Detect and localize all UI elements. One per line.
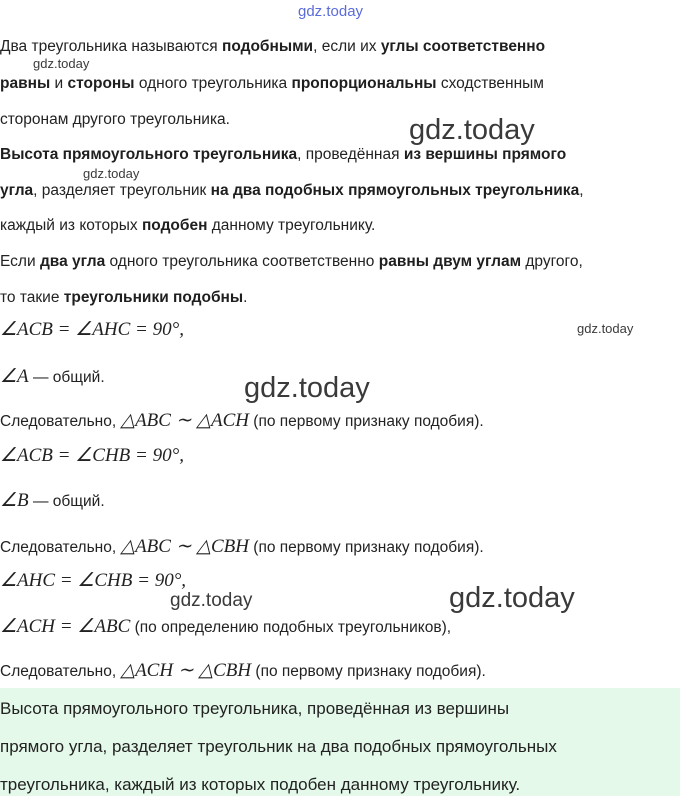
theory-line-1: Два треугольника называются подобными, если их углы соответственно xyxy=(0,38,546,55)
answer-line-3: треугольника, каждый из которых подобен данному треугольнику. xyxy=(0,775,521,794)
math-formula: ∠AHC = ∠CHB = 90°, xyxy=(0,570,187,591)
solution-line-7 xyxy=(0,571,186,592)
math-formula: ∠ACB = ∠AHC = 90°, xyxy=(0,319,184,340)
solution-line-5: ∠B — общий. xyxy=(0,490,105,511)
solution-line-6: Следовательно, △ABC ∼ △CBH (по первому признаку подобия). xyxy=(0,536,484,557)
math-formula: △ABC ∼ △ACH xyxy=(120,410,249,431)
solution-line-2: ∠A — общий. xyxy=(0,366,105,387)
theory-line-7: Если два угла одного треугольника соответственно равны двум углам другого, xyxy=(0,253,583,270)
theory-line-4: Высота прямоугольного треугольника, проведённая из вершины прямого xyxy=(0,146,567,163)
watermark: gdz.today xyxy=(83,166,140,181)
theory-line-5: угла, разделяет треугольник на два подобных прямоугольных треугольника, xyxy=(0,182,584,199)
math-formula: ∠A xyxy=(0,366,29,387)
theory-line-3: сторонам другого треугольника. xyxy=(0,111,230,128)
math-formula: △ACH ∼ △CBH xyxy=(120,660,252,681)
watermark-top: gdz.today xyxy=(298,3,364,20)
solution-line-3: Следовательно, △ABC ∼ △ACH (по первому признаку подобия). xyxy=(0,410,484,431)
solution-line-9: Следовательно, △ACH ∼ △CBH (по первому признаку подобия). xyxy=(0,660,486,681)
theory-line-6: каждый из которых подобен данному треугольнику. xyxy=(0,217,376,234)
theory-line-8: то такие треугольники подобны. xyxy=(0,289,248,306)
watermark: gdz.today xyxy=(409,114,535,146)
math-formula: ∠ACH = ∠ABC xyxy=(0,616,131,637)
answer-block xyxy=(0,688,680,796)
watermark: gdz.today xyxy=(33,56,90,71)
watermark: gdz.today xyxy=(244,372,370,404)
answer-line-1: Высота прямоугольного треугольника, проведённая из вершины xyxy=(0,699,510,718)
math-formula: ∠B xyxy=(0,490,29,511)
math-formula: ∠ACB = ∠CHB = 90°, xyxy=(0,445,184,466)
solution-line-4 xyxy=(0,446,184,467)
answer-line-2: прямого угла, разделяет треугольник на два подобных прямоугольных xyxy=(0,737,557,756)
theory-line-2: равны и стороны одного треугольника пропорциональны сходственным xyxy=(0,75,544,92)
math-formula: △ABC ∼ △CBH xyxy=(120,536,249,557)
watermark: gdz.today xyxy=(170,590,253,611)
solution-line-1 xyxy=(0,320,184,341)
solution-line-8: ∠ACH = ∠ABC (по определению подобных треугольников), xyxy=(0,616,452,637)
watermark: gdz.today xyxy=(577,321,634,336)
watermark: gdz.today xyxy=(449,582,575,614)
